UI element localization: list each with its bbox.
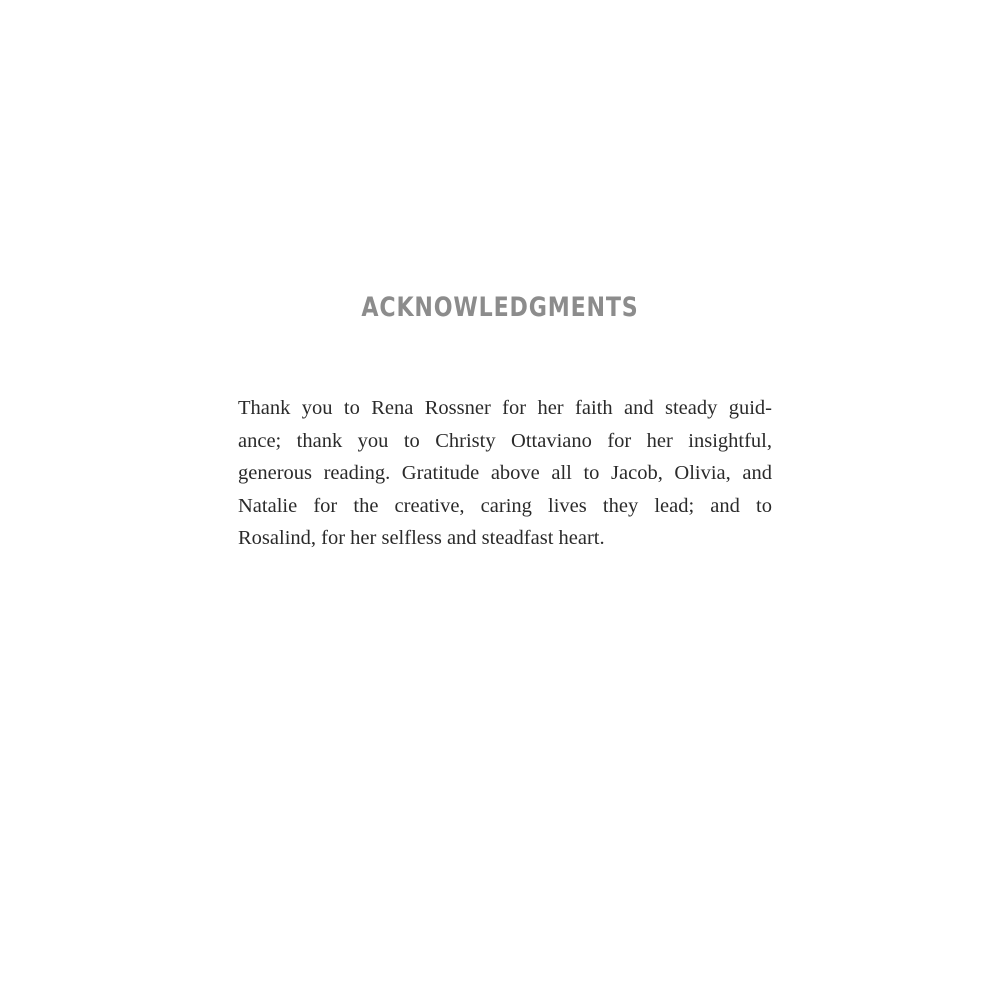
- paragraph-line: generous reading. Gratitude above all to Jacob, Olivia, and: [238, 462, 772, 484]
- paragraph-line: ance; thank you to Christy Ottaviano for her insightful,: [238, 429, 772, 452]
- paragraph-line: Rosalind, for her selfless and steadfast heart.: [238, 527, 605, 549]
- page-title: ACKNOWLEDGMENTS: [361, 292, 639, 323]
- paragraph-line: Natalie for the creative, caring lives they lead; and to: [238, 494, 772, 517]
- acknowledgments-paragraph: [238, 392, 772, 555]
- paragraph-line: Thank you to Rena Rossner for her faith and steady guid-: [238, 397, 772, 419]
